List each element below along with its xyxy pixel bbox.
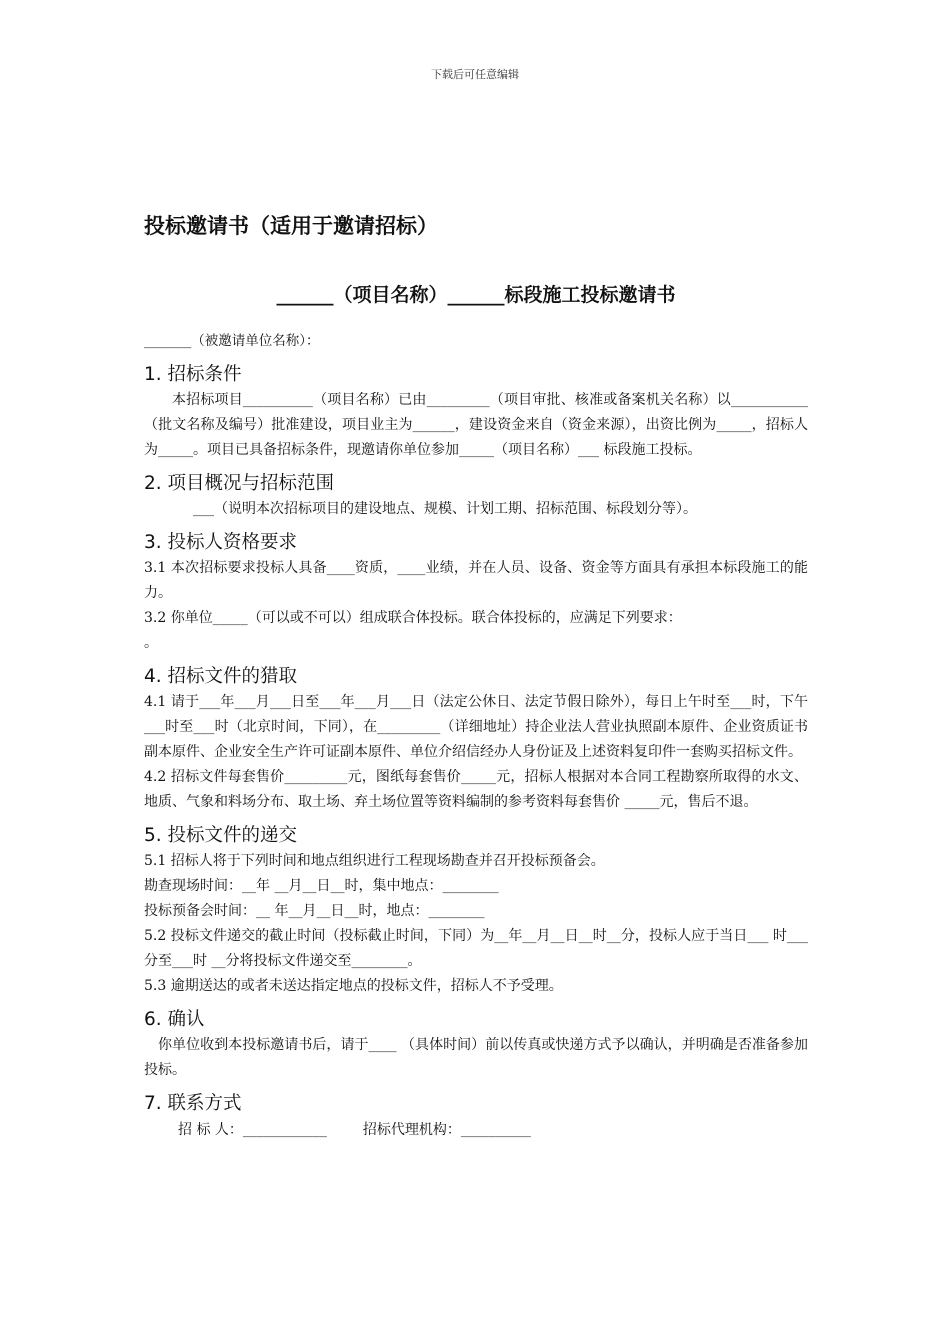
contact-line: [178, 1117, 808, 1143]
section-2-text: ___（说明本次招标项目的建设地点、规模、计划工期、招标范围、标段划分等）。: [193, 501, 697, 517]
section-6-text: 你单位收到本投标邀请书后，请于____ （具体时间）前以传真或快递方式予以确认，并明确是否准备参加投标。: [144, 1037, 808, 1078]
section-heading-5: 5. 投标文件的递交: [144, 825, 298, 846]
section-1-text: 本招标项目__________（项目名称）已由_________（项目审批、核准或备案机关名称）以___________（批文名称及编号）批准建设，项目业主为______，建设资金来自（资金来源），出资比例为_____，招标人为_____。项目已具备招标条件，现邀请你单位参加_____（项目名称）___ 标段施工投标。: [144, 392, 808, 458]
section-5-paragraph-4: 5.2 投标文件递交的截止时间（投标截止时间，下同）为__年__月__日__时__分，投标人应于当日___ 时___分至___时 __分将投标文件递交至________。: [144, 928, 808, 969]
section-heading-1: 1. 招标条件: [144, 364, 242, 385]
document-subtitle: ______（项目名称）______标段施工投标邀请书: [276, 284, 676, 306]
document-body: [144, 210, 808, 1143]
section-5-paragraph-3: 投标预备会时间：__ 年__月__日__时，地点：________: [144, 903, 485, 919]
section-heading-6: 6. 确认: [144, 1009, 205, 1030]
addressee-line: _______（被邀请单位名称）：: [144, 333, 320, 349]
page-header: 下载后可任意编辑: [431, 68, 519, 81]
document-title: 投标邀请书（适用于邀请招标）: [144, 214, 438, 238]
section-heading-7: 7. 联系方式: [144, 1093, 242, 1114]
section-heading-2: 2. 项目概况与招标范围: [144, 473, 335, 494]
section-5-paragraph-5: 5.3 逾期送达的或者未送达指定地点的投标文件，招标人不予受理。: [144, 978, 563, 994]
section-4-paragraph-2: 4.2 招标文件每套售价_________元，图纸每套售价_____元，招标人根据对本合同工程勘察所取得的水文、地质、气象和料场分布、取土场、弃土场位置等资料编制的参考资料每套售价 _____元，售后不退。: [144, 769, 808, 810]
section-heading-3: 3. 投标人资格要求: [144, 532, 298, 553]
section-3-paragraph-2: 3.2 你单位_____（可以或不可以）组成联合体投标。联合体投标的，应满足下列要求：: [144, 610, 682, 626]
contact-agency: 招标代理机构：__________: [362, 1122, 531, 1138]
section-4-paragraph-1: 4.1 请于___年___月___日至___年___月___日（法定公休日、法定节假日除外），每日上午时至___时，下午___时至___时（北京时间，下同），在_________（详细地址）持企业法人营业执照副本原件、企业资质证书副本原件、企业安全生产许可证副本原件、单位介绍信经办人身份证及上述资料复印件一套购买招标文件。: [144, 694, 808, 760]
section-5-paragraph-2: 勘查现场时间：__年 __月__日__时，集中地点：________: [144, 878, 499, 894]
section-heading-4: 4. 招标文件的猎取: [144, 666, 298, 687]
contact-tenderer: 招 标 人：____________: [178, 1122, 327, 1138]
section-3-paragraph-3: 。: [144, 635, 158, 651]
section-5-paragraph-1: 5.1 招标人将于下列时间和地点组织进行工程现场勘查并召开投标预备会。: [144, 853, 605, 869]
section-3-paragraph-1: 3.1 本次招标要求投标人具备____资质，____业绩，并在人员、设备、资金等方面具有承担本标段施工的能力。: [144, 560, 808, 601]
